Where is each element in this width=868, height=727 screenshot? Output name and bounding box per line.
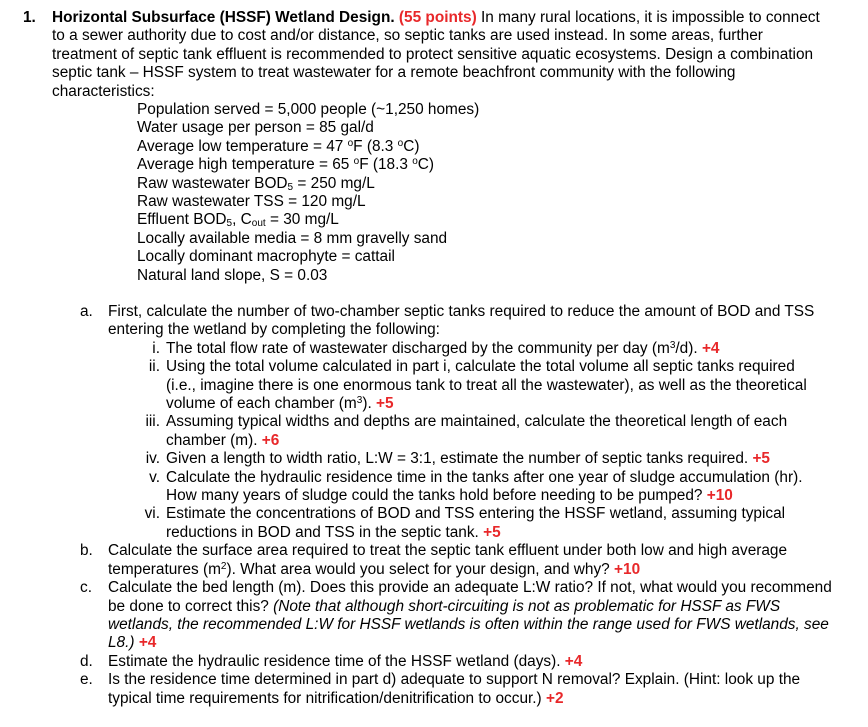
spec-water-usage: Water usage per person = 85 gal/d	[137, 119, 374, 137]
question-number: 1.	[23, 9, 36, 26]
subitem-iii: iii. Assuming typical widths and depths are maintained, calculate the theoretical length of each chamber (m). +6	[145, 413, 788, 449]
subitem-ii: ii. Using the total volume calculated in part i, calculate the total volume all septic tanks required (i.e., imagine there is one enormous tank to treat all the wastewater), as well as the theoretical volume of each chamber $(m^3)$. +5	[148, 358, 807, 413]
subitem-label: ii.	[148, 358, 160, 376]
part-a	[80, 303, 840, 340]
question-parts	[80, 303, 840, 708]
spec-effluent-bod: Effluent $BOD_5$, $C_{out} = 30$ mg/L	[137, 211, 339, 230]
part-label: d.	[80, 652, 93, 670]
points-badge: +4	[564, 652, 583, 670]
spec-raw-bod: Raw wastewater $BOD_5 = 250$ mg/L	[137, 174, 375, 193]
points-badge: +5	[752, 450, 770, 468]
points-badge: +2	[545, 689, 564, 707]
points-badge: +4	[701, 339, 720, 357]
spec-raw-tss: Raw wastewater TSS = 120 mg/L	[137, 193, 366, 211]
part-label: a.	[80, 303, 93, 320]
points-badge: +5	[483, 523, 501, 541]
question-intro-block	[52, 9, 822, 101]
question-intro: In many rural locations, it is impossible to connect to a sewer authority due to cost and/or distance, so septic tanks are used instead. In some areas, further treatment of septic tank effluent is recommended to protect sensitive aquatic ecosystems. Design a combination septic tank – HSSF system to treat wastewater for a remote beachfront community with the following characteristics:	[52, 9, 820, 100]
subitem-label: iii.	[145, 413, 160, 431]
part-d: d. Estimate the hydraulic residence time of the HSSF wetland (days). +4	[80, 652, 583, 670]
part-c: c. Calculate the bed length (m). Does this provide an adequate L:W ratio? If not, what would you recommend be done to correct this? (Note that although short-circuiting is not as problematic for HSSF as FWS wetlands, the recommended L:W for HSSF wetlands is often within the range used for FWS wetlands, see L8.) +4	[80, 579, 832, 652]
spec-media: Locally available media = 8 mm gravelly sand	[137, 229, 448, 247]
subitem-vi: vi. Estimate the concentrations of BOD and TSS entering the HSSF wetland, assuming typical reductions in BOD and TSS in the septic tank. +5	[144, 505, 786, 541]
question-title: Horizontal Subsurface (HSSF) Wetland Design.	[52, 9, 395, 26]
spec-population: Population served = 5,000 people (~1,250 homes)	[137, 101, 480, 118]
subitem-label: iv.	[145, 450, 160, 468]
points-badge: +10	[614, 560, 641, 578]
spec-slope: Natural land slope, S = 0.03	[137, 266, 328, 284]
spec-low-temp: Average low temperature = 47 $^o$F (8.3 $^o$C)	[137, 137, 420, 155]
points-badge: +6	[261, 431, 280, 449]
subitem-v: v. Calculate the hydraulic residence time in the tanks after one year of sludge accumulation (hr). How many years of sludge could the tanks hold before needing to be pumped? +10	[149, 468, 803, 505]
part-e: e. Is the residence time determined in part d) adequate to support N removal? Explain. (Hint: look up the typical time requirements for nitrification/denitrification to occur.) +2	[80, 671, 801, 707]
question-points: (55 points)	[398, 9, 477, 26]
part-label: c.	[80, 579, 92, 597]
part-c-note: (Note that although short-circuiting is not as problematic for HSSF as FWS wetlands, the recommended L:W for HSSF wetlands is often within the range used for FWS wetlands, see L8.)	[108, 597, 829, 652]
subitem-iv: iv. Given a length to width ratio, L:W = 3:1, estimate the number of septic tanks required. +5	[145, 450, 770, 468]
part-a-subitems	[136, 340, 818, 542]
part-label: b.	[80, 542, 93, 560]
subitem-label: i.	[152, 339, 160, 357]
spec-high-temp: Average high temperature = 65 $^o$F (18.3 $^o$C)	[137, 156, 435, 174]
subitem-label: vi.	[144, 505, 160, 523]
subitem-label: v.	[149, 468, 160, 486]
part-label: e.	[80, 671, 93, 689]
part-a-text: First, calculate the number of two-chamber septic tanks required to reduce the amount of BOD and TSS entering the wetland by completing the following:	[108, 303, 815, 339]
points-badge: +10	[706, 487, 733, 505]
spec-macrophyte: Locally dominant macrophyte = cattail	[137, 248, 395, 266]
part-b: b. Calculate the surface area required to treat the septic tank effluent under both low and high average temperatures $(m^2)$. What area would you select for your design, and why? +10	[80, 542, 788, 578]
points-badge: +5	[376, 395, 394, 413]
subitem-i: i. The total flow rate of wastewater discharged by the community per day $(m^3/d)$. +4	[152, 339, 720, 357]
points-badge: +4	[138, 634, 157, 652]
design-characteristics	[137, 101, 479, 285]
